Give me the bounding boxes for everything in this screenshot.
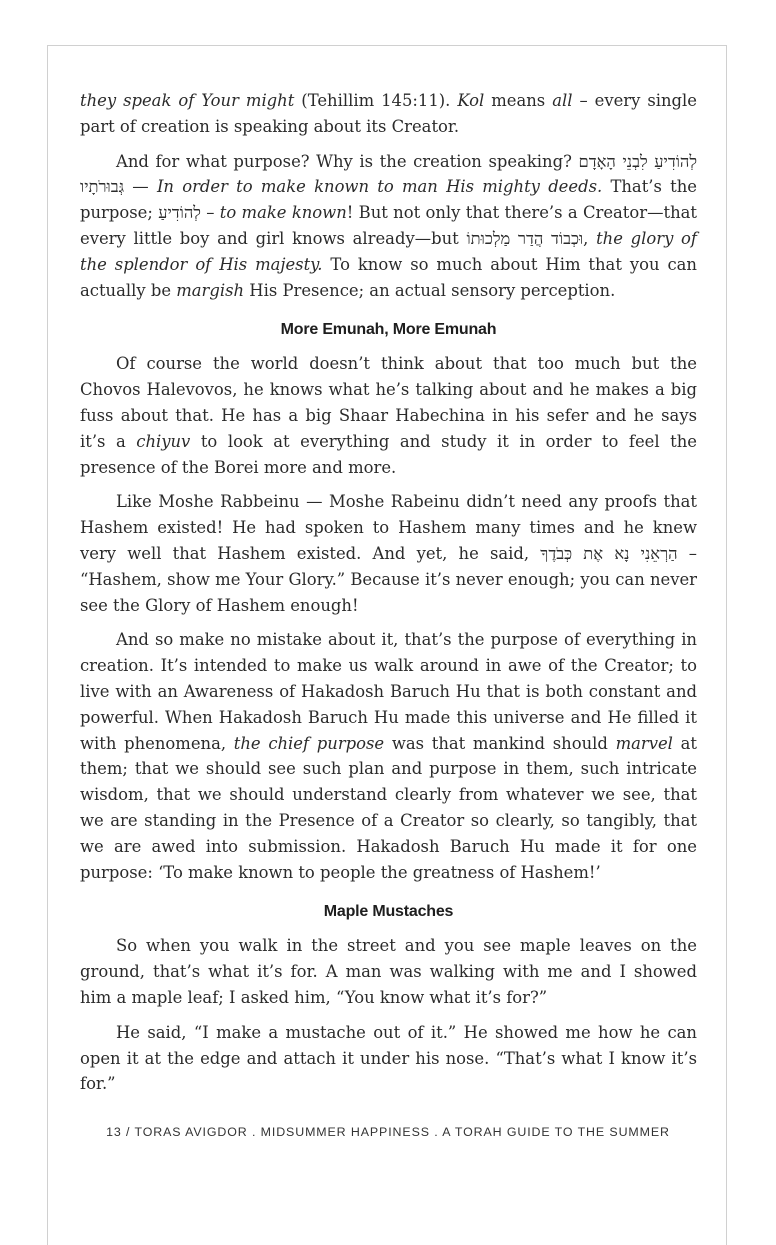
paragraph	[80, 149, 697, 304]
text: (Tehillim 145:11).	[294, 91, 458, 110]
paragraph	[80, 489, 697, 618]
italic-text: the chief purpose	[233, 733, 385, 753]
hebrew-quote: לְהוֹדִיעַ	[158, 203, 201, 223]
italic-text: marvel	[615, 733, 673, 753]
text: Like Moshe Rabbeinu — Moshe Rabeinu didn’t need any proofs that Hashem existed! He had spoken to Hashem many times and he knew very well that Hashem existed. And yet, he said,	[80, 492, 697, 563]
italic-text: Kol	[457, 91, 485, 110]
text: ! But not only that there’s a Creator—that every little boy and girl knows already—but	[80, 203, 697, 248]
text: –	[200, 203, 220, 223]
italic-text: to make known	[219, 203, 347, 223]
text: Of course the world doesn’t think about that too much but the Chovos Halevovos, he knows what he’s talking about and he makes a big fuss about that. He has a big Shaar Habechina in his sefer and he says it’s a	[80, 354, 697, 451]
text: His Presence; an actual sensory perception.	[244, 280, 616, 300]
paragraph	[80, 88, 697, 140]
text: To know so much about Him that you can actually be	[80, 254, 697, 300]
text: —	[124, 177, 157, 197]
italic-text: In order to make known to man His mighty deeds.	[156, 177, 603, 197]
paragraph	[80, 351, 697, 480]
text: And so make no mistake about it, that’s the purpose of everything in creation. It’s intended to make us walk around in awe of the Creator; to live with an Awareness of Hakadosh Baruch Hu that is both constant and powerful. When Hakadosh Baruch Hu made this universe and He filled it with phenomena,	[80, 630, 697, 753]
hebrew-quote: וּכְבוֹד הֲדַר מַלְכוּתוֹ	[466, 228, 584, 248]
page-footer: 13 / TORAS AVIGDOR . MIDSUMMER HAPPINESS . A TORAH GUIDE TO THE SUMMER	[106, 1125, 670, 1139]
text: means	[484, 91, 553, 110]
text: ,	[583, 228, 597, 248]
section-heading: Maple Mustaches	[323, 903, 454, 921]
hebrew-quote: לְהוֹדִיעַ לִבְנֵי הָאָדָם גְּבוּרֹתָיו	[80, 151, 697, 197]
text: at them; that we should see such plan and purpose in them, such intricate wisdom, that we should understand clearly from whatever we see, that we are standing in the Presence of a Creator so clearly, so tangibly, that we are awed into submission. Hakadosh Baruch Hu made it for one purpose: ‘To make known to people the greatness of Hashem!’	[80, 733, 697, 882]
italic-text: margish	[176, 280, 245, 300]
italic-text: all	[552, 91, 573, 110]
text: was that mankind should	[384, 733, 616, 753]
text: And for what purpose? Why is the creation speaking?	[116, 151, 579, 171]
text: That’s the purpose;	[80, 177, 698, 223]
italic-text: they speak of Your might	[80, 91, 295, 110]
paragraph: So when you walk in the street and you see maple leaves on the ground, that’s what it’s for. A man was walking with me and I showed him a maple leaf; I asked him, “You know what it’s for?”	[80, 936, 697, 1007]
text: – every single part of creation is speaking about its Creator.	[80, 91, 697, 136]
text: – “Hashem, show me Your Glory.” Because it’s never enough; you can never see the Glory of Hashem enough!	[80, 543, 698, 615]
hebrew-quote: הַרְאֵנִי נָא אֶת כְּבֹדֶךָ	[540, 543, 678, 563]
paragraph	[80, 627, 697, 885]
italic-text: the glory of the splendor of His majesty.	[80, 228, 697, 274]
section-heading: More Emunah, More Emunah	[280, 321, 497, 339]
text: to look at everything and study it in order to feel the presence of the Borei more and more.	[80, 431, 697, 477]
italic-text: chiyuv	[136, 431, 191, 451]
paragraph: He said, “I make a mustache out of it.” He showed me how he can open it at the edge and attach it under his nose. “That’s what I know it’s for.”	[80, 1022, 697, 1094]
page-body	[80, 88, 697, 1106]
